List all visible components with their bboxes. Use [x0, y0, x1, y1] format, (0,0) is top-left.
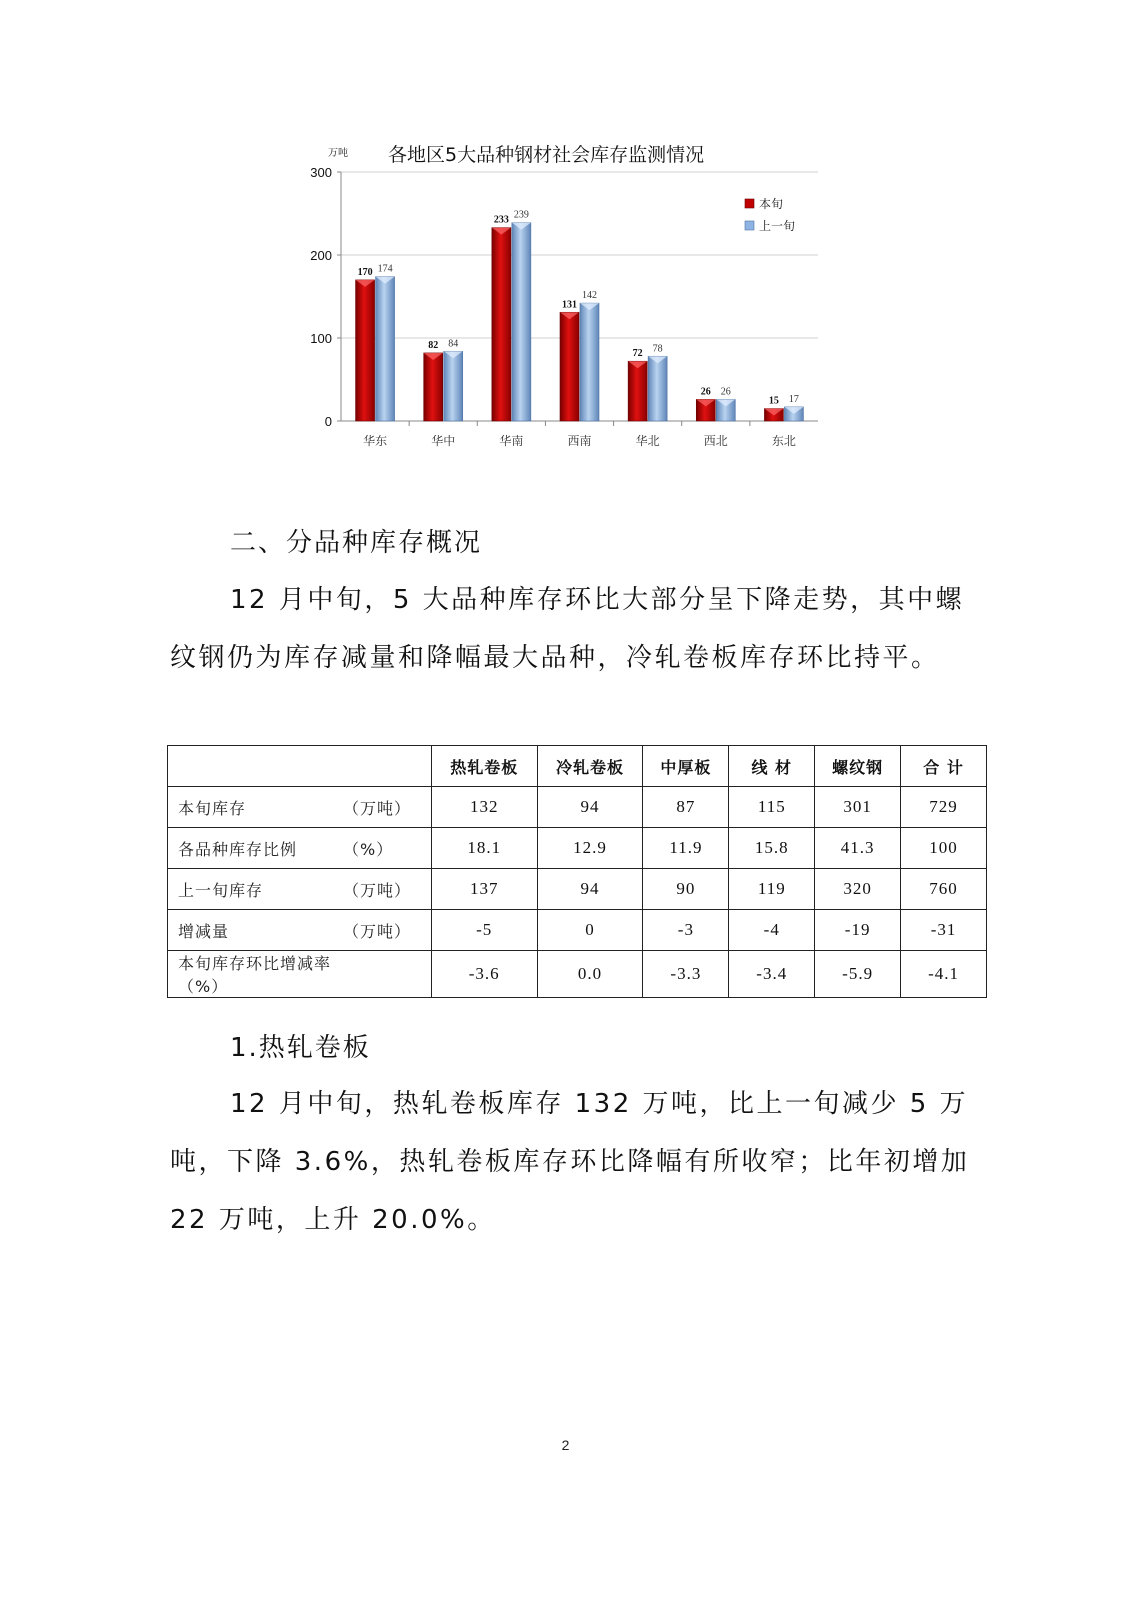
table-cell: 760: [901, 869, 987, 910]
table-cell: -3: [643, 910, 729, 951]
x-tick-label: 华东: [363, 434, 388, 448]
subsection-paragraph: 12 月中旬，热轧卷板库存 132 万吨，比上一旬减少 5 万吨，下降 3.6%，热轧卷板库存环比降幅有所收窄；比年初增加 22 万吨，上升 20.0%。: [170, 1089, 970, 1235]
legend-swatch: [745, 221, 754, 230]
table-cell: 132: [431, 787, 537, 828]
table-row: [168, 828, 987, 869]
table-row: [168, 951, 987, 998]
table-cell: -4: [729, 910, 815, 951]
row-label-unit: （万吨）: [343, 921, 412, 941]
chart-gridlines: [341, 172, 818, 338]
table-header-cell: 螺纹钢: [815, 746, 901, 787]
table-cell: -3.4: [729, 951, 815, 998]
table-cell: 301: [815, 787, 901, 828]
table-header-cell: 冷轧卷板: [537, 746, 643, 787]
row-label: [168, 869, 432, 910]
data-label-current: 131: [562, 299, 577, 311]
section-paragraph: 12 月中旬，5 大品种库存环比大部分呈下降走势，其中螺纹钢仍为库存减量和降幅最大品种，冷轧卷板库存环比持平。: [170, 585, 965, 673]
row-label: [168, 951, 432, 998]
bar-previous: [512, 223, 531, 421]
table-row: [168, 869, 987, 910]
table-cell: 41.3: [815, 828, 901, 869]
legend-label: 上一旬: [759, 219, 796, 233]
table-cell: 87: [643, 787, 729, 828]
legend-swatch: [745, 199, 754, 208]
data-label-previous: 239: [513, 209, 529, 221]
data-label-previous: 174: [377, 263, 393, 275]
table-cell: 11.9: [643, 828, 729, 869]
table-cell: 94: [537, 869, 643, 910]
page-number: 2: [561, 1437, 570, 1453]
data-label-current: 15: [768, 395, 779, 407]
data-label-current: 26: [700, 386, 711, 398]
bar-current: [424, 353, 443, 421]
table-row: [168, 787, 987, 828]
table-cell: 729: [901, 787, 987, 828]
table-cell: -3.3: [643, 951, 729, 998]
table-cell: 15.8: [729, 828, 815, 869]
y-tick-label: 0: [324, 414, 332, 429]
data-label-current: 170: [357, 266, 373, 278]
table-header-cell: 热轧卷板: [431, 746, 537, 787]
row-label: [168, 787, 432, 828]
subsection-heading: 1.热轧卷板: [230, 1033, 371, 1063]
table-cell: 137: [431, 869, 537, 910]
table-cell: 0: [537, 910, 643, 951]
x-tick-label: 华南: [499, 434, 524, 448]
bar-previous: [580, 303, 599, 421]
table-header-cell: 中厚板: [643, 746, 729, 787]
data-label-previous: 17: [788, 393, 799, 405]
data-label-current: 233: [493, 214, 509, 226]
row-label-unit: （%）: [343, 839, 394, 859]
table-cell: 94: [537, 787, 643, 828]
table-cell: 18.1: [431, 828, 537, 869]
bar-current: [628, 361, 647, 421]
chart-legend: [745, 196, 795, 233]
chart-title: 各地区5大品种钢材社会库存监测情况: [388, 144, 705, 166]
data-label-current: 72: [632, 348, 643, 360]
table-cell: 115: [729, 787, 815, 828]
table-cell: -3.6: [431, 951, 537, 998]
data-label-current: 82: [428, 339, 439, 351]
row-label-name: 本旬库存环比增减率（%）: [178, 954, 332, 996]
table-cell: 100: [901, 828, 987, 869]
row-label-unit: （万吨）: [343, 880, 412, 900]
data-label-previous: 142: [582, 290, 597, 302]
bar-previous: [444, 351, 463, 421]
bar-current: [560, 312, 579, 421]
x-tick-label: 西南: [567, 434, 592, 448]
table-cell: -4.1: [901, 951, 987, 998]
row-label-unit: （万吨）: [343, 798, 412, 818]
bar-previous: [648, 356, 667, 421]
data-label-previous: 26: [720, 386, 731, 398]
y-tick-label: 200: [310, 248, 332, 263]
table-row: [168, 910, 987, 951]
table-header-row: [168, 746, 987, 787]
table-cell: 119: [729, 869, 815, 910]
table-cell: -31: [901, 910, 987, 951]
table-cell: -5: [431, 910, 537, 951]
table-header-cell: [168, 746, 432, 787]
table-cell: -19: [815, 910, 901, 951]
table-cell: 90: [643, 869, 729, 910]
data-label-previous: 84: [448, 338, 459, 350]
y-tick-label: 300: [310, 165, 332, 180]
row-label-name: 增减量: [178, 921, 230, 941]
table-header-cell: 线 材: [729, 746, 815, 787]
section-heading: 二、分品种库存概况: [230, 528, 483, 558]
table-cell: -5.9: [815, 951, 901, 998]
table-cell: 320: [815, 869, 901, 910]
chart-bars: [356, 223, 804, 421]
chart-unit-label: 万吨: [328, 148, 348, 159]
table-cell: 0.0: [537, 951, 643, 998]
table-cell: 12.9: [537, 828, 643, 869]
bar-previous: [376, 277, 395, 421]
bar-current: [356, 280, 375, 421]
x-tick-label: 西北: [703, 434, 728, 448]
x-tick-label: 华北: [635, 434, 660, 448]
row-label: [168, 910, 432, 951]
chart-canvas: [290, 132, 850, 462]
row-label-name: 各品种库存比例: [178, 839, 298, 859]
inventory-table: [167, 745, 987, 998]
data-label-previous: 78: [652, 343, 663, 355]
bar-current: [492, 228, 511, 421]
y-tick-label: 100: [310, 331, 332, 346]
row-label: [168, 828, 432, 869]
row-label-name: 本旬库存: [178, 798, 247, 818]
inventory-bar-chart: [290, 132, 850, 462]
x-tick-label: 华中: [431, 434, 456, 448]
table-header-cell: 合 计: [901, 746, 987, 787]
legend-label: 本旬: [759, 197, 784, 211]
x-tick-label: 东北: [771, 434, 796, 448]
row-label-name: 上一旬库存: [178, 880, 264, 900]
